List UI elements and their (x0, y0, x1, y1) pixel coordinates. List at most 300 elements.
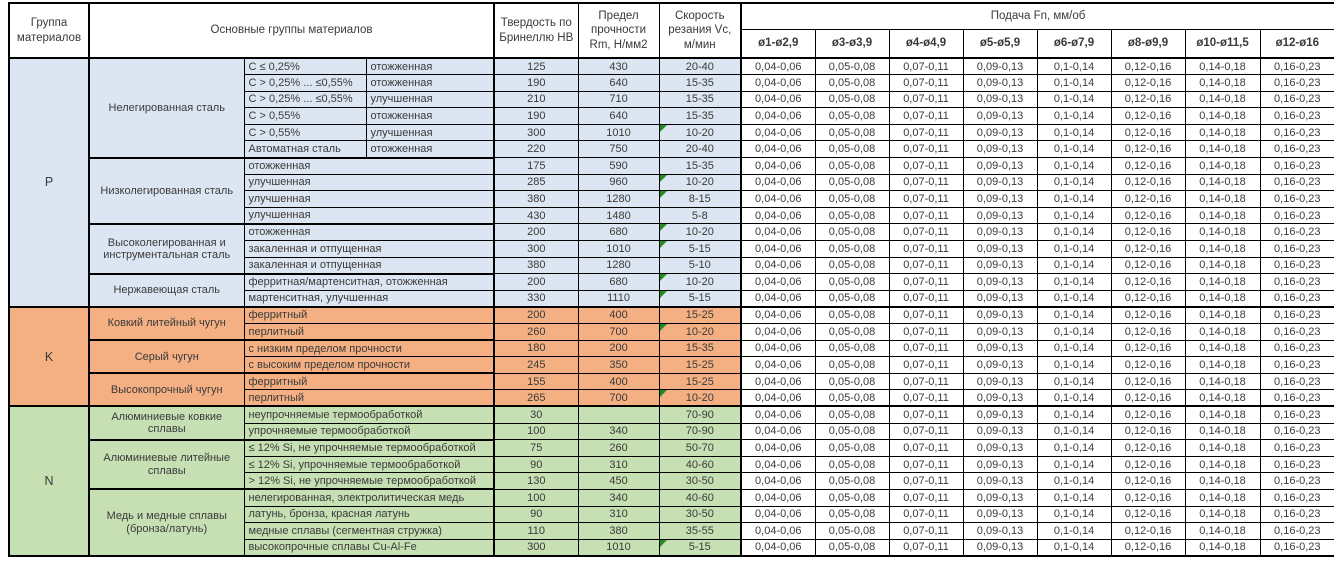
feed-value-cell: 0,09-0,13 (963, 290, 1037, 307)
comment-marker-icon (660, 224, 667, 231)
feed-value-cell: 0,12-0,16 (1111, 191, 1185, 208)
feed-value-cell: 0,1-0,14 (1037, 257, 1111, 274)
feed-value-cell: 0,09-0,13 (963, 523, 1037, 540)
feed-value-cell: 0,09-0,13 (963, 390, 1037, 407)
feed-value-cell: 0,16-0,23 (1260, 124, 1334, 141)
subgroup-name-cell: Серый чугун (89, 340, 244, 373)
feed-value-cell: 0,04-0,06 (741, 539, 815, 556)
feed-value-cell: 0,04-0,06 (741, 523, 815, 540)
feed-value-cell: 0,07-0,11 (889, 390, 963, 407)
feed-value-cell: 0,04-0,06 (741, 124, 815, 141)
cutting-speed-cell: 15-35 (659, 158, 741, 175)
material-state-cell: улучшенная (366, 124, 494, 141)
subgroup-name-cell: Нержавеющая сталь (89, 274, 244, 307)
hardness-hb-cell: 300 (494, 241, 578, 258)
feed-value-cell: 0,07-0,11 (889, 274, 963, 291)
feed-diameter-header: ø6-ø7,9 (1037, 29, 1111, 58)
strength-rm-cell: 1280 (578, 191, 659, 208)
feed-value-cell: 0,12-0,16 (1111, 423, 1185, 440)
material-desc-cell: > 12% Si, не упрочняемые термообработкой (244, 473, 494, 490)
feed-value-cell: 0,09-0,13 (963, 75, 1037, 92)
strength-rm-cell: 400 (578, 373, 659, 390)
feed-value-cell: 0,12-0,16 (1111, 75, 1185, 92)
feed-value-cell: 0,12-0,16 (1111, 373, 1185, 390)
hardness-hb-cell: 125 (494, 58, 578, 75)
feed-value-cell: 0,14-0,18 (1185, 158, 1260, 175)
strength-rm-cell: 400 (578, 307, 659, 324)
feed-value-cell: 0,07-0,11 (889, 539, 963, 556)
feed-value-cell: 0,04-0,06 (741, 456, 815, 473)
feed-value-cell: 0,16-0,23 (1260, 489, 1334, 506)
feed-value-cell: 0,1-0,14 (1037, 124, 1111, 141)
feed-value-cell: 0,04-0,06 (741, 357, 815, 374)
feed-value-cell: 0,16-0,23 (1260, 207, 1334, 224)
feed-value-cell: 0,1-0,14 (1037, 108, 1111, 125)
feed-value-cell: 0,09-0,13 (963, 124, 1037, 141)
feed-value-cell: 0,1-0,14 (1037, 456, 1111, 473)
feed-value-cell: 0,04-0,06 (741, 373, 815, 390)
feed-value-cell: 0,09-0,13 (963, 224, 1037, 241)
material-desc-cell: отожженная (244, 158, 494, 175)
subgroup-name-cell: Ковкий литейный чугун (89, 307, 244, 340)
table-row (9, 58, 1334, 75)
feed-value-cell: 0,1-0,14 (1037, 174, 1111, 191)
feed-value-cell: 0,05-0,08 (815, 224, 889, 241)
feed-value-cell: 0,12-0,16 (1111, 473, 1185, 490)
feed-value-cell: 0,07-0,11 (889, 406, 963, 423)
feed-diameter-header: ø10-ø11,5 (1185, 29, 1260, 58)
table-row (9, 440, 1334, 457)
strength-rm-cell (578, 406, 659, 423)
feed-value-cell: 0,04-0,06 (741, 141, 815, 158)
feed-value-cell: 0,09-0,13 (963, 158, 1037, 175)
strength-rm-cell: 750 (578, 141, 659, 158)
material-group-cell: K (9, 307, 89, 407)
hardness-hb-cell: 380 (494, 257, 578, 274)
cutting-speed-cell: 5-10 (659, 257, 741, 274)
hardness-hb-cell: 90 (494, 456, 578, 473)
feed-value-cell: 0,16-0,23 (1260, 324, 1334, 341)
feed-value-cell: 0,05-0,08 (815, 174, 889, 191)
hardness-hb-cell: 110 (494, 523, 578, 540)
feed-value-cell: 0,04-0,06 (741, 158, 815, 175)
strength-rm-cell: 710 (578, 91, 659, 108)
feed-value-cell: 0,09-0,13 (963, 207, 1037, 224)
table-row (9, 373, 1334, 390)
feed-value-cell: 0,09-0,13 (963, 406, 1037, 423)
feed-value-cell: 0,05-0,08 (815, 506, 889, 523)
feed-value-cell: 0,16-0,23 (1260, 91, 1334, 108)
hardness-hb-cell: 30 (494, 406, 578, 423)
subgroup-name-cell: Алюминиевые литейные сплавы (89, 440, 244, 490)
feed-value-cell: 0,12-0,16 (1111, 506, 1185, 523)
material-group-cell: P (9, 58, 89, 307)
feed-value-cell: 0,16-0,23 (1260, 506, 1334, 523)
feed-value-cell: 0,1-0,14 (1037, 523, 1111, 540)
feed-value-cell: 0,14-0,18 (1185, 307, 1260, 324)
feed-value-cell: 0,07-0,11 (889, 224, 963, 241)
cutting-speed-cell: 5-8 (659, 207, 741, 224)
cutting-speed-cell: 5-15 (659, 241, 741, 258)
feed-value-cell: 0,04-0,06 (741, 207, 815, 224)
subgroup-name-cell: Нелегированная сталь (89, 58, 244, 158)
material-desc-cell: закаленная и отпущенная (244, 257, 494, 274)
feed-value-cell: 0,16-0,23 (1260, 406, 1334, 423)
strength-rm-cell: 1280 (578, 257, 659, 274)
feed-value-cell: 0,16-0,23 (1260, 257, 1334, 274)
feed-value-cell: 0,04-0,06 (741, 58, 815, 75)
feed-value-cell: 0,12-0,16 (1111, 224, 1185, 241)
feed-value-cell: 0,16-0,23 (1260, 158, 1334, 175)
feed-value-cell: 0,16-0,23 (1260, 539, 1334, 556)
feed-value-cell: 0,1-0,14 (1037, 373, 1111, 390)
feed-value-cell: 0,14-0,18 (1185, 489, 1260, 506)
machining-parameters-table (8, 2, 1334, 557)
hardness-hb-cell: 265 (494, 390, 578, 407)
feed-value-cell: 0,07-0,11 (889, 523, 963, 540)
table-row (9, 307, 1334, 324)
strength-rm-cell: 1480 (578, 207, 659, 224)
hardness-hb-cell: 220 (494, 141, 578, 158)
material-desc-cell: перлитный (244, 390, 494, 407)
feed-value-cell: 0,12-0,16 (1111, 158, 1185, 175)
strength-rm-cell: 680 (578, 274, 659, 291)
feed-value-cell: 0,14-0,18 (1185, 373, 1260, 390)
feed-value-cell: 0,12-0,16 (1111, 58, 1185, 75)
feed-value-cell: 0,05-0,08 (815, 290, 889, 307)
feed-value-cell: 0,07-0,11 (889, 141, 963, 158)
feed-value-cell: 0,04-0,06 (741, 274, 815, 291)
feed-diameter-header: ø4-ø4,9 (889, 29, 963, 58)
feed-value-cell: 0,05-0,08 (815, 473, 889, 490)
feed-value-cell: 0,12-0,16 (1111, 290, 1185, 307)
feed-value-cell: 0,16-0,23 (1260, 373, 1334, 390)
subgroup-name-cell: Высоколегированная и инструментальная сталь (89, 224, 244, 274)
material-desc-cell: ≤ 12% Si, не упрочняемые термообработкой (244, 440, 494, 457)
hardness-hb-cell: 100 (494, 489, 578, 506)
feed-value-cell: 0,05-0,08 (815, 241, 889, 258)
feed-value-cell: 0,14-0,18 (1185, 141, 1260, 158)
feed-value-cell: 0,05-0,08 (815, 307, 889, 324)
feed-value-cell: 0,05-0,08 (815, 489, 889, 506)
feed-value-cell: 0,07-0,11 (889, 191, 963, 208)
feed-value-cell: 0,04-0,06 (741, 489, 815, 506)
hardness-hb-cell: 245 (494, 357, 578, 374)
feed-value-cell: 0,12-0,16 (1111, 357, 1185, 374)
feed-value-cell: 0,09-0,13 (963, 473, 1037, 490)
feed-value-cell: 0,07-0,11 (889, 75, 963, 92)
hardness-hb-cell: 190 (494, 108, 578, 125)
hardness-hb-cell: 300 (494, 539, 578, 556)
material-desc-cell: с низким пределом прочности (244, 340, 494, 357)
feed-value-cell: 0,1-0,14 (1037, 191, 1111, 208)
material-desc-cell: мартенситная, улучшенная (244, 290, 494, 307)
feed-value-cell: 0,14-0,18 (1185, 357, 1260, 374)
feed-value-cell: 0,07-0,11 (889, 440, 963, 457)
feed-value-cell: 0,14-0,18 (1185, 241, 1260, 258)
hardness-hb-cell: 175 (494, 158, 578, 175)
feed-value-cell: 0,07-0,11 (889, 91, 963, 108)
feed-diameter-header: ø5-ø5,9 (963, 29, 1037, 58)
feed-value-cell: 0,04-0,06 (741, 75, 815, 92)
feed-value-cell: 0,14-0,18 (1185, 58, 1260, 75)
material-condition-cell: C > 0,55% (244, 124, 366, 141)
material-desc-cell: неупрочняемые термообработкой (244, 406, 494, 423)
feed-value-cell: 0,1-0,14 (1037, 224, 1111, 241)
material-desc-cell: высокопрочные сплавы Cu-Al-Fe (244, 539, 494, 556)
comment-marker-icon (660, 390, 667, 397)
material-desc-cell: улучшенная (244, 207, 494, 224)
material-desc-cell: ферритная/мартенситная, отожженная (244, 274, 494, 291)
feed-value-cell: 0,04-0,06 (741, 108, 815, 125)
material-state-cell: улучшенная (366, 91, 494, 108)
hardness-hb-cell: 260 (494, 324, 578, 341)
feed-value-cell: 0,07-0,11 (889, 124, 963, 141)
cutting-speed-cell: 10-20 (659, 390, 741, 407)
feed-value-cell: 0,04-0,06 (741, 290, 815, 307)
strength-rm-cell: 1110 (578, 290, 659, 307)
feed-value-cell: 0,12-0,16 (1111, 390, 1185, 407)
strength-rm-cell: 1010 (578, 241, 659, 258)
cutting-speed-cell: 10-20 (659, 274, 741, 291)
feed-value-cell: 0,12-0,16 (1111, 340, 1185, 357)
feed-value-cell: 0,09-0,13 (963, 489, 1037, 506)
feed-value-cell: 0,1-0,14 (1037, 357, 1111, 374)
feed-value-cell: 0,16-0,23 (1260, 241, 1334, 258)
feed-value-cell: 0,1-0,14 (1037, 539, 1111, 556)
feed-value-cell: 0,16-0,23 (1260, 58, 1334, 75)
feed-value-cell: 0,14-0,18 (1185, 340, 1260, 357)
hardness-hb-cell: 190 (494, 75, 578, 92)
feed-value-cell: 0,05-0,08 (815, 340, 889, 357)
feed-value-cell: 0,1-0,14 (1037, 340, 1111, 357)
feed-value-cell: 0,14-0,18 (1185, 290, 1260, 307)
cutting-speed-cell: 10-20 (659, 324, 741, 341)
feed-value-cell: 0,07-0,11 (889, 174, 963, 191)
feed-value-cell: 0,14-0,18 (1185, 224, 1260, 241)
feed-value-cell: 0,1-0,14 (1037, 390, 1111, 407)
feed-value-cell: 0,16-0,23 (1260, 357, 1334, 374)
material-condition-cell: Автоматная сталь (244, 141, 366, 158)
feed-value-cell: 0,1-0,14 (1037, 473, 1111, 490)
hardness-hb-cell: 210 (494, 91, 578, 108)
feed-value-cell: 0,14-0,18 (1185, 506, 1260, 523)
feed-value-cell: 0,1-0,14 (1037, 75, 1111, 92)
feed-value-cell: 0,1-0,14 (1037, 423, 1111, 440)
feed-value-cell: 0,12-0,16 (1111, 257, 1185, 274)
feed-value-cell: 0,09-0,13 (963, 241, 1037, 258)
feed-value-cell: 0,1-0,14 (1037, 241, 1111, 258)
feed-value-cell: 0,12-0,16 (1111, 241, 1185, 258)
feed-value-cell: 0,07-0,11 (889, 423, 963, 440)
cutting-speed-cell: 30-50 (659, 473, 741, 490)
feed-value-cell: 0,07-0,11 (889, 108, 963, 125)
feed-value-cell: 0,1-0,14 (1037, 440, 1111, 457)
cutting-speed-cell: 40-60 (659, 489, 741, 506)
material-condition-cell: C > 0,25% ... ≤0,55% (244, 75, 366, 92)
material-desc-cell: закаленная и отпущенная (244, 241, 494, 258)
strength-rm-cell: 310 (578, 456, 659, 473)
feed-value-cell: 0,07-0,11 (889, 307, 963, 324)
feed-value-cell: 0,05-0,08 (815, 440, 889, 457)
feed-value-cell: 0,09-0,13 (963, 108, 1037, 125)
feed-value-cell: 0,05-0,08 (815, 58, 889, 75)
cutting-speed-cell: 15-35 (659, 340, 741, 357)
feed-value-cell: 0,16-0,23 (1260, 473, 1334, 490)
comment-marker-icon (660, 540, 667, 547)
feed-value-cell: 0,07-0,11 (889, 473, 963, 490)
feed-value-cell: 0,14-0,18 (1185, 274, 1260, 291)
feed-value-cell: 0,04-0,06 (741, 257, 815, 274)
feed-value-cell: 0,07-0,11 (889, 290, 963, 307)
cutting-speed-cell: 40-60 (659, 456, 741, 473)
comment-marker-icon (660, 324, 667, 331)
material-desc-cell: ≤ 12% Si, упрочняемые термообработкой (244, 456, 494, 473)
feed-value-cell: 0,1-0,14 (1037, 141, 1111, 158)
feed-value-cell: 0,16-0,23 (1260, 423, 1334, 440)
feed-value-cell: 0,04-0,06 (741, 241, 815, 258)
cutting-speed-cell: 70-90 (659, 406, 741, 423)
feed-value-cell: 0,05-0,08 (815, 390, 889, 407)
strength-rm-cell: 200 (578, 340, 659, 357)
feed-value-cell: 0,14-0,18 (1185, 473, 1260, 490)
feed-value-cell: 0,05-0,08 (815, 423, 889, 440)
feed-value-cell: 0,04-0,06 (741, 440, 815, 457)
feed-value-cell: 0,04-0,06 (741, 340, 815, 357)
feed-value-cell: 0,12-0,16 (1111, 523, 1185, 540)
feed-value-cell: 0,14-0,18 (1185, 174, 1260, 191)
feed-value-cell: 0,09-0,13 (963, 58, 1037, 75)
feed-value-cell: 0,14-0,18 (1185, 456, 1260, 473)
hardness-hb-cell: 200 (494, 307, 578, 324)
feed-value-cell: 0,14-0,18 (1185, 124, 1260, 141)
hardness-hb-cell: 430 (494, 207, 578, 224)
material-desc-cell: латунь, бронза, красная латунь (244, 506, 494, 523)
feed-value-cell: 0,05-0,08 (815, 357, 889, 374)
material-desc-cell: медные сплавы (сегментная стружка) (244, 523, 494, 540)
col-header-hb: Твердость по Бринеллю HB (494, 3, 578, 58)
cutting-speed-cell: 10-20 (659, 174, 741, 191)
strength-rm-cell: 700 (578, 390, 659, 407)
feed-value-cell: 0,07-0,11 (889, 489, 963, 506)
table-body (9, 58, 1334, 556)
feed-value-cell: 0,09-0,13 (963, 357, 1037, 374)
strength-rm-cell: 350 (578, 357, 659, 374)
feed-value-cell: 0,07-0,11 (889, 340, 963, 357)
feed-value-cell: 0,12-0,16 (1111, 324, 1185, 341)
feed-value-cell: 0,05-0,08 (815, 373, 889, 390)
feed-diameter-header: ø3-ø3,9 (815, 29, 889, 58)
strength-rm-cell: 640 (578, 75, 659, 92)
feed-value-cell: 0,04-0,06 (741, 224, 815, 241)
feed-value-cell: 0,12-0,16 (1111, 91, 1185, 108)
cutting-speed-cell: 15-35 (659, 91, 741, 108)
hardness-hb-cell: 200 (494, 224, 578, 241)
cutting-speed-cell: 15-35 (659, 75, 741, 92)
feed-value-cell: 0,16-0,23 (1260, 141, 1334, 158)
feed-value-cell: 0,05-0,08 (815, 523, 889, 540)
feed-value-cell: 0,07-0,11 (889, 373, 963, 390)
cutting-speed-cell: 5-15 (659, 539, 741, 556)
feed-value-cell: 0,09-0,13 (963, 307, 1037, 324)
feed-value-cell: 0,07-0,11 (889, 357, 963, 374)
feed-value-cell: 0,05-0,08 (815, 406, 889, 423)
cutting-speed-cell: 10-20 (659, 224, 741, 241)
feed-value-cell: 0,07-0,11 (889, 257, 963, 274)
feed-value-cell: 0,1-0,14 (1037, 307, 1111, 324)
feed-value-cell: 0,12-0,16 (1111, 406, 1185, 423)
feed-value-cell: 0,14-0,18 (1185, 390, 1260, 407)
material-desc-cell: упрочняемые термообработкой (244, 423, 494, 440)
feed-value-cell: 0,1-0,14 (1037, 58, 1111, 75)
feed-value-cell: 0,12-0,16 (1111, 456, 1185, 473)
hardness-hb-cell: 380 (494, 191, 578, 208)
feed-value-cell: 0,09-0,13 (963, 174, 1037, 191)
feed-value-cell: 0,12-0,16 (1111, 307, 1185, 324)
feed-value-cell: 0,16-0,23 (1260, 340, 1334, 357)
table-row (9, 406, 1334, 423)
cutting-speed-cell: 20-40 (659, 141, 741, 158)
strength-rm-cell: 260 (578, 440, 659, 457)
subgroup-name-cell: Низколегированная сталь (89, 158, 244, 224)
feed-value-cell: 0,1-0,14 (1037, 406, 1111, 423)
feed-value-cell: 0,14-0,18 (1185, 539, 1260, 556)
hardness-hb-cell: 75 (494, 440, 578, 457)
feed-value-cell: 0,16-0,23 (1260, 440, 1334, 457)
feed-value-cell: 0,16-0,23 (1260, 523, 1334, 540)
feed-value-cell: 0,14-0,18 (1185, 523, 1260, 540)
feed-value-cell: 0,12-0,16 (1111, 207, 1185, 224)
cutting-speed-cell: 30-50 (659, 506, 741, 523)
hardness-hb-cell: 90 (494, 506, 578, 523)
feed-value-cell: 0,16-0,23 (1260, 108, 1334, 125)
feed-value-cell: 0,16-0,23 (1260, 274, 1334, 291)
feed-value-cell: 0,09-0,13 (963, 506, 1037, 523)
feed-value-cell: 0,05-0,08 (815, 539, 889, 556)
strength-rm-cell: 640 (578, 108, 659, 125)
feed-diameter-header: ø8-ø9,9 (1111, 29, 1185, 58)
feed-value-cell: 0,1-0,14 (1037, 506, 1111, 523)
feed-value-cell: 0,09-0,13 (963, 423, 1037, 440)
cutting-speed-cell: 5-15 (659, 290, 741, 307)
feed-value-cell: 0,16-0,23 (1260, 456, 1334, 473)
feed-diameter-header: ø1-ø2,9 (741, 29, 815, 58)
feed-value-cell: 0,09-0,13 (963, 141, 1037, 158)
feed-value-cell: 0,07-0,11 (889, 241, 963, 258)
feed-value-cell: 0,14-0,18 (1185, 75, 1260, 92)
feed-value-cell: 0,05-0,08 (815, 108, 889, 125)
cutting-speed-cell: 20-40 (659, 58, 741, 75)
feed-value-cell: 0,16-0,23 (1260, 290, 1334, 307)
cutting-speed-cell: 10-20 (659, 124, 741, 141)
strength-rm-cell: 340 (578, 423, 659, 440)
feed-value-cell: 0,1-0,14 (1037, 274, 1111, 291)
feed-value-cell: 0,05-0,08 (815, 91, 889, 108)
comment-marker-icon (660, 175, 667, 182)
material-desc-cell: перлитный (244, 324, 494, 341)
feed-value-cell: 0,12-0,16 (1111, 124, 1185, 141)
feed-value-cell: 0,04-0,06 (741, 506, 815, 523)
comment-marker-icon (660, 291, 667, 298)
col-header-group: Группа материалов (9, 3, 89, 58)
comment-marker-icon (660, 191, 667, 198)
cutting-speed-cell: 15-25 (659, 307, 741, 324)
feed-value-cell: 0,04-0,06 (741, 473, 815, 490)
strength-rm-cell: 450 (578, 473, 659, 490)
feed-value-cell: 0,12-0,16 (1111, 440, 1185, 457)
material-desc-cell: ферритный (244, 307, 494, 324)
feed-value-cell: 0,12-0,16 (1111, 141, 1185, 158)
